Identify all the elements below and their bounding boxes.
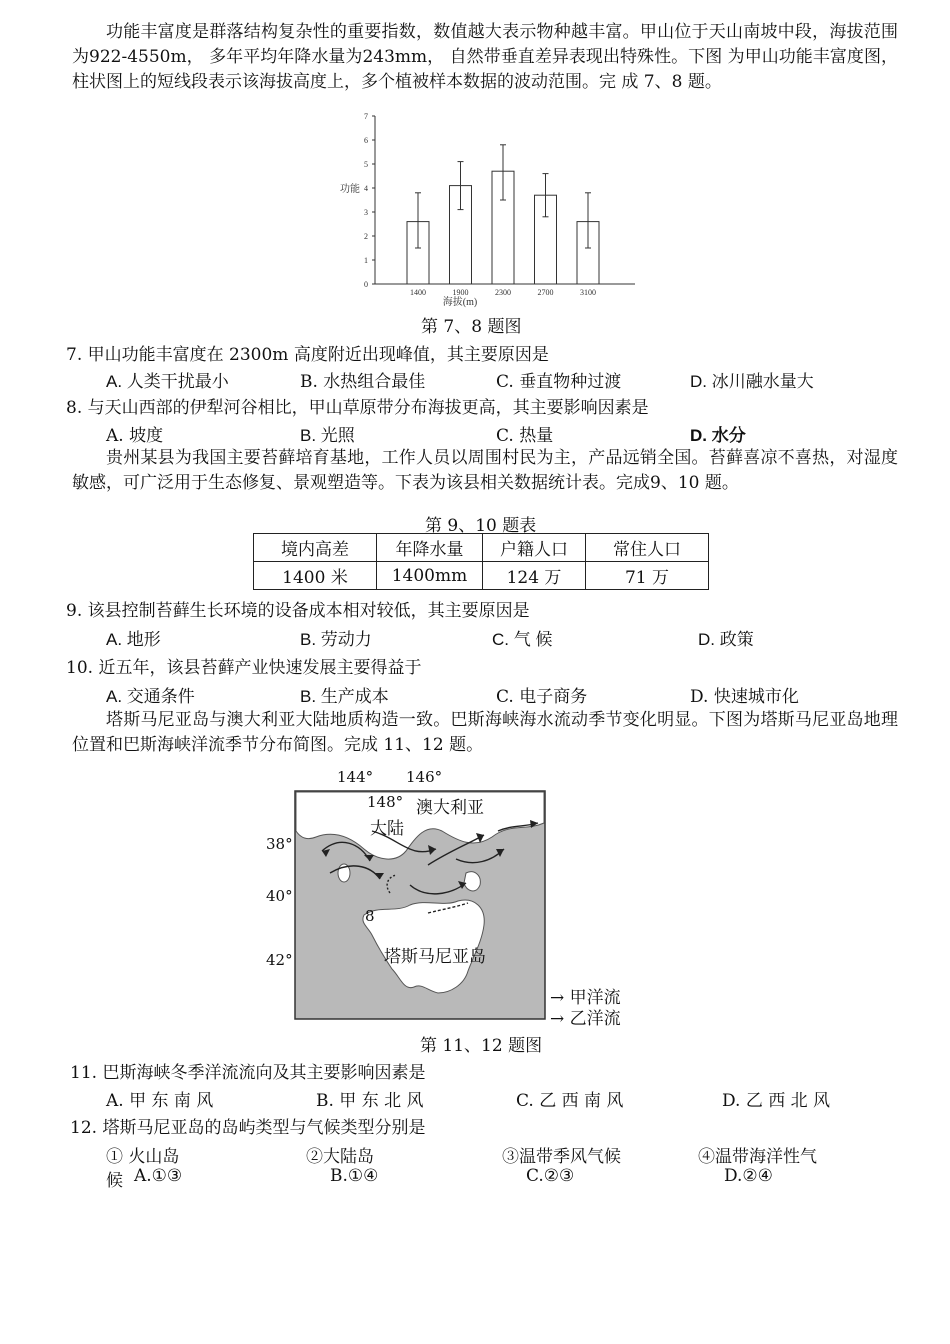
q11-option-a: A. 甲 东 南 风 <box>106 1091 214 1111</box>
x-tick-label: 3100 <box>580 288 596 297</box>
question-11-stem: 11. 巴斯海峡冬季洋流流向及其主要影响因素是 <box>70 1063 426 1083</box>
q10-option-c: C. 电子商务 <box>496 687 588 707</box>
question-7-stem: 7. 甲山功能丰富度在 2300m 高度附近出现峰值，其主要原因是 <box>66 345 549 365</box>
map-marker-8: 8 <box>365 907 375 925</box>
y-axis-label: 功能 <box>340 184 360 195</box>
longitude-146: 146° <box>406 768 443 786</box>
q12-option-1: ① 火山岛 <box>106 1147 180 1167</box>
functional-richness-chart <box>330 108 640 308</box>
q12-option-2: ②大陆岛 <box>306 1147 374 1167</box>
longitude-144: 144° <box>337 768 374 786</box>
q12-choice-d: D.②④ <box>724 1166 773 1186</box>
table-row <box>254 562 709 590</box>
q12-choice-b: B.①④ <box>330 1166 379 1186</box>
q9-option-c: C. 气 候 <box>492 630 553 649</box>
q7-option-b: B. 水热组合最佳 <box>300 372 426 392</box>
table-caption: 第 9、10 题表 <box>425 516 537 536</box>
q10-option-b: B. 生产成本 <box>300 687 389 706</box>
q8-option-c: C. 热量 <box>496 426 554 446</box>
table-header-cell: 境内高差 <box>254 534 377 562</box>
y-tick-label: 7 <box>364 112 368 121</box>
y-tick-label: 0 <box>364 280 368 289</box>
table-header-row <box>254 534 709 562</box>
q12-option-4-wrap: 候 <box>106 1171 123 1191</box>
y-tick-label: 6 <box>364 136 368 145</box>
y-tick-label: 2 <box>364 232 368 241</box>
q7-option-d: D. 冰川融水量大 <box>690 372 814 391</box>
legend-current-yi: → 乙洋流 <box>550 1009 621 1029</box>
data-table <box>253 533 709 590</box>
table-header-cell: 户籍人口 <box>483 534 586 562</box>
q9-option-a: A. 地形 <box>106 630 161 649</box>
latitude-38: 38° <box>266 835 293 853</box>
table-header-cell: 年降水量 <box>377 534 483 562</box>
bass-strait-map <box>260 765 650 1027</box>
question-8-stem: 8. 与天山西部的伊犁河谷相比，甲山草原带分布海拔更高，其主要影响因素是 <box>66 398 649 418</box>
question-10-stem: 10. 近五年，该县苔藓产业快速发展主要得益于 <box>66 658 422 678</box>
q7-option-a: A. 人类干扰最小 <box>106 372 229 391</box>
table-cell: 1400mm <box>377 562 483 590</box>
q10-option-d: D. 快速城市化 <box>690 687 799 707</box>
tasmania-label: 塔斯马尼亚岛 <box>384 947 486 967</box>
q12-option-4: ④温带海洋性气 <box>698 1147 817 1167</box>
q11-option-b: B. 甲 东 北 风 <box>316 1091 424 1111</box>
figure-2-caption: 第 11、12 题图 <box>420 1036 543 1056</box>
legend-current-jia: → 甲洋流 <box>550 988 621 1008</box>
q8-option-a: A. 坡度 <box>106 426 164 446</box>
x-tick-label: 2700 <box>537 288 554 297</box>
latitude-40: 40° <box>266 887 293 905</box>
x-tick-label: 1400 <box>410 288 426 297</box>
mainland-label: 澳大利亚 <box>416 798 484 818</box>
longitude-148: 148° <box>367 793 404 811</box>
q12-choice-a: A.①③ <box>134 1166 183 1186</box>
x-tick-label: 2300 <box>495 288 511 297</box>
q11-option-d: D. 乙 西 北 风 <box>722 1091 831 1111</box>
figure-1-caption: 第 7、8 题图 <box>421 317 522 337</box>
intro-paragraph-3: 塔斯马尼亚岛与澳大利亚大陆地质构造一致。巴斯海峡海水流动季节变化明显。下图为塔斯马尼亚岛地理位置和巴斯海峡洋流季节分布简图。完成 11、12 题。 <box>72 710 898 755</box>
intro-paragraph-1: 功能丰富度是群落结构复杂性的重要指数，数值越大表示物种越丰富。甲山位于天山南坡中段，海拔范围为922-4550m， 多年平均年降水量为243mm， 自然带垂直差异表现出特殊性。下图 为甲山功能丰富度图，柱状图上的短线段表示该海拔高度上，多个植被样本数据的波动范围。完 成 7、8 题。 <box>72 22 898 92</box>
q12-option-3: ③温带季风气候 <box>502 1147 621 1167</box>
x-tick-label: 1900 <box>452 288 469 297</box>
y-tick-label: 4 <box>364 184 368 193</box>
intro-paragraph-2: 贵州某县为我国主要苔藓培育基地，工作人员以周围村民为主，产品远销全国。苔藓喜凉不喜热，对湿度敏感，可广泛用于生态修复、景观塑造等。下表为该县相关数据统计表。完成9、10 题。 <box>72 448 898 493</box>
table-cell: 71 万 <box>586 562 709 590</box>
question-9-stem: 9. 该县控制苔藓生长环境的设备成本相对较低，其主要原因是 <box>66 601 530 621</box>
y-tick-label: 5 <box>364 160 368 169</box>
q7-option-c: C. 垂直物种过渡 <box>496 372 622 392</box>
q8-option-d: D. 水分 <box>690 426 746 445</box>
y-tick-label: 1 <box>364 256 368 265</box>
q12-choice-c: C.②③ <box>526 1166 575 1186</box>
table-cell: 124 万 <box>483 562 586 590</box>
q9-option-b: B. 劳动力 <box>300 630 372 649</box>
q8-option-b: B. 光照 <box>300 426 355 445</box>
q11-option-c: C. 乙 西 南 风 <box>516 1091 624 1111</box>
question-12-stem: 12. 塔斯马尼亚岛的岛屿类型与气候类型分别是 <box>70 1118 426 1138</box>
flinders-island <box>464 872 480 891</box>
table-header-cell: 常住人口 <box>586 534 709 562</box>
table-cell: 1400 米 <box>254 562 377 590</box>
mainland-label-2: 大陆 <box>370 819 404 839</box>
y-tick-label: 3 <box>364 208 368 217</box>
x-axis-label: 海拔(m) <box>442 297 478 308</box>
q10-option-a: A. 交通条件 <box>106 687 195 706</box>
latitude-42: 42° <box>266 951 293 969</box>
q9-option-d: D. 政策 <box>698 630 754 649</box>
